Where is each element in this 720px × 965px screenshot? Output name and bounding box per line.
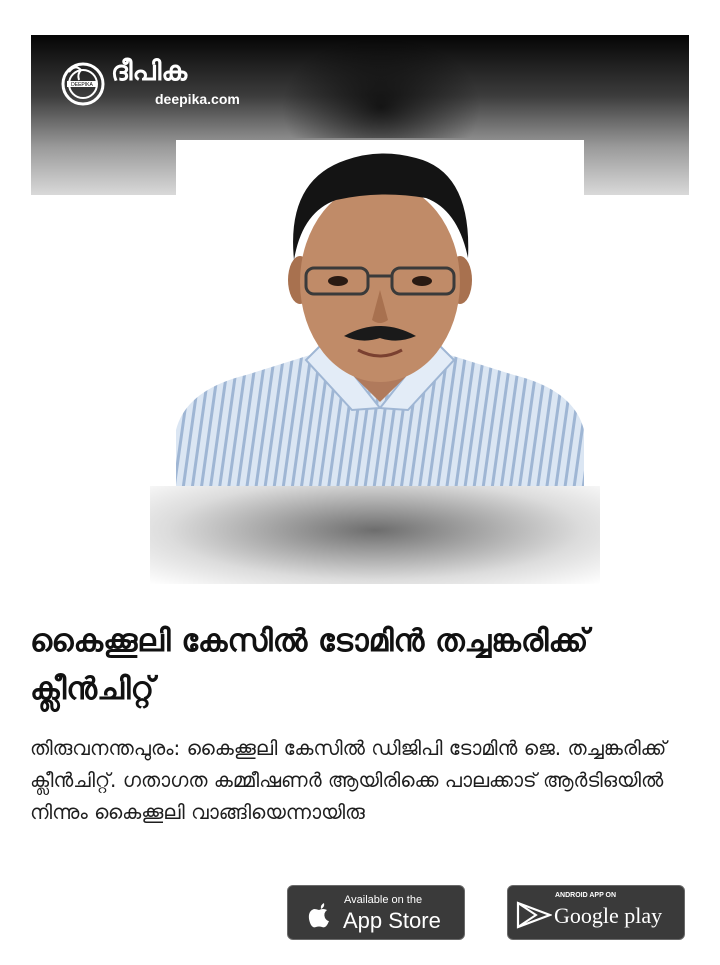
google-play-badge[interactable] (507, 885, 685, 940)
news-photo (176, 140, 584, 486)
article-headline[interactable]: കൈക്കൂലി കേസിൽ ടോമിൻ തച്ചങ്കരിക്ക് ക്ലീൻചിറ്റ് (30, 623, 589, 707)
play-icon (516, 901, 552, 929)
app-store-small-text: Available on the (344, 894, 423, 906)
google-play-big-text: Google play (554, 903, 663, 928)
deepika-domain: deepika.com (155, 91, 240, 107)
google-play-small-text: ANDROID APP ON (555, 892, 617, 899)
app-store-big-text: App Store (343, 908, 441, 933)
banner-shadow (281, 35, 481, 138)
deepika-wordmark: ദീപിക (111, 56, 188, 87)
svg-text:DEEPIKA: DEEPIKA (71, 82, 93, 88)
article-summary: തിരുവനന്തപുരം: കൈക്കൂലി കേസിൽ ഡിജിപി ടോമിൻ ജെ. തച്ചങ്കരിക്ക് ക്ലീൻചിറ്റ്. ഗതാഗത കമ്മീഷണർ ആയിരിക്കെ പാലക്കാട് ആർടിഒയിൽ നിന്നും കൈക്കൂലി വാങ്ങിയെന്നായിരു (30, 736, 667, 824)
photo-blurred-extension (150, 486, 600, 584)
apple-icon (304, 899, 334, 929)
deepika-emblem-icon (61, 62, 105, 106)
app-store-badge[interactable] (287, 885, 465, 940)
